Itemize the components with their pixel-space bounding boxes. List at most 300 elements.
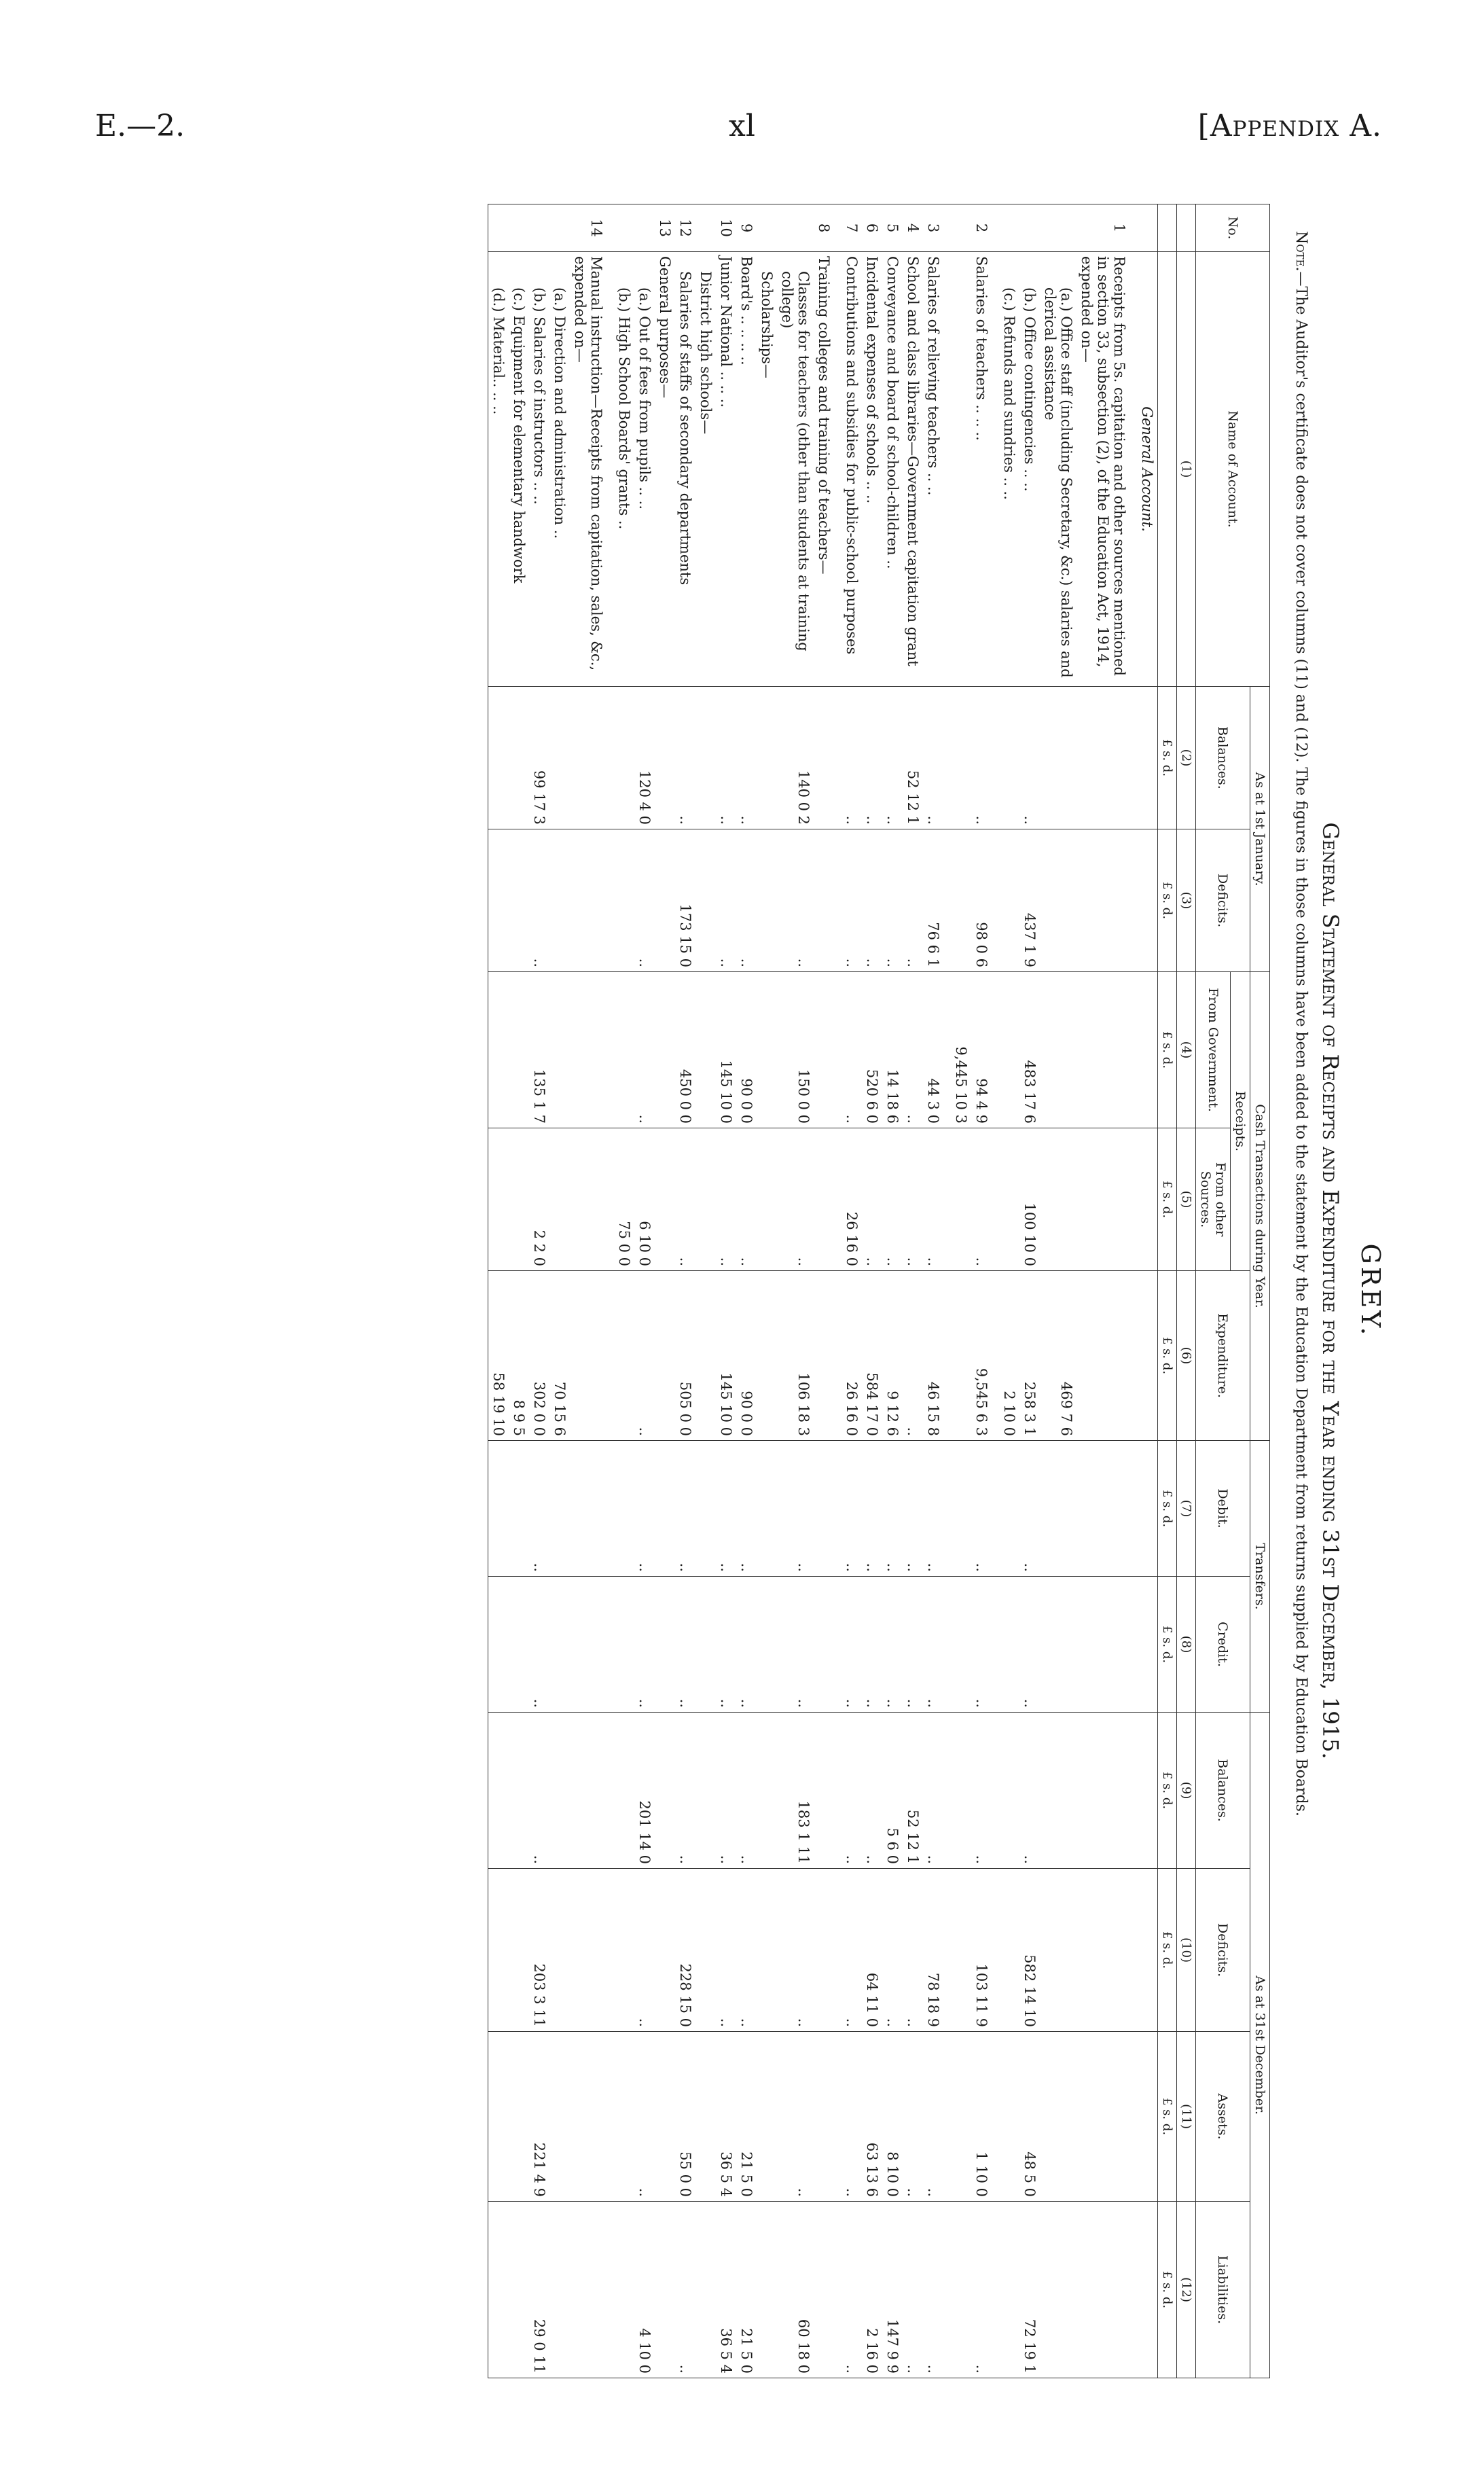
header-from-other: From other Sources. — [1196, 1128, 1231, 1271]
credit-cell — [1076, 1577, 1137, 1713]
assets-cell — [951, 2032, 971, 2202]
header-receipts: Receipts. — [1231, 972, 1250, 1271]
table-row — [862, 204, 882, 2378]
balance-jan-cell: .. — [716, 687, 736, 829]
receipt-other-cell — [999, 1128, 1019, 1271]
balance-jan-cell: .. — [675, 687, 695, 829]
header-no: No. — [1196, 204, 1270, 252]
receipt-gov-cell: .. — [903, 972, 923, 1128]
balance-dec-cell: 52 12 1 — [903, 1713, 923, 1869]
credit-cell — [999, 1577, 1019, 1713]
debit-cell: .. — [971, 1441, 999, 1577]
receipt-gov-cell — [999, 972, 1019, 1128]
receipt-other-cell — [951, 1128, 971, 1271]
deficit-dec-cell: .. — [716, 1869, 736, 2032]
table-row — [923, 204, 951, 2378]
row-number: 14 — [570, 204, 614, 252]
receipt-other-cell — [1040, 1128, 1076, 1271]
unit-cell: £ s. d. — [1158, 2202, 1177, 2378]
receipt-other-cell — [509, 1128, 529, 1271]
header-deficits-jan: Deficits. — [1196, 829, 1250, 972]
liabilities-cell: .. — [923, 2202, 951, 2378]
expenditure-cell: 9 12 6 — [882, 1271, 903, 1441]
receipt-other-cell: .. — [716, 1128, 736, 1271]
assets-cell — [614, 2032, 634, 2202]
receipt-gov-cell — [655, 972, 675, 1128]
expenditure-cell: 302 0 0 — [529, 1271, 549, 1441]
assets-cell — [509, 2032, 529, 2202]
deficit-jan-cell — [614, 829, 634, 972]
expenditure-cell: 90 0 0 — [736, 1271, 757, 1441]
deficit-dec-cell: .. — [736, 1869, 757, 2032]
row-number: 6 — [862, 204, 882, 252]
liabilities-cell: 29 0 11 — [529, 2202, 549, 2378]
assets-cell: 8 10 0 — [882, 2032, 903, 2202]
deficit-jan-cell — [488, 829, 509, 972]
assets-cell: 36 5 4 — [716, 2032, 736, 2202]
balance-jan-cell: 120 4 0 — [634, 687, 655, 829]
receipt-other-cell: 2 2 0 — [529, 1128, 549, 1271]
deficit-dec-cell: 103 11 9 — [971, 1869, 999, 2032]
liabilities-cell: 60 18 0 — [777, 2202, 814, 2378]
deficit-dec-cell: 228 15 0 — [675, 1869, 695, 2032]
deficit-dec-cell: .. — [903, 1869, 923, 2032]
deficit-dec-cell — [1137, 1869, 1158, 2032]
row-number: 3 — [923, 204, 951, 252]
deficit-jan-cell: 98 0 6 — [971, 829, 999, 972]
table-row — [655, 204, 675, 2378]
balance-dec-cell — [1137, 1713, 1158, 1869]
deficit-jan-cell: .. — [777, 829, 814, 972]
balance-jan-cell — [614, 687, 634, 829]
liabilities-cell — [757, 2202, 777, 2378]
deficit-dec-cell — [570, 1869, 614, 2032]
liabilities-cell: 36 5 4 — [716, 2202, 736, 2378]
colnum: (11) — [1177, 2032, 1196, 2202]
credit-cell — [509, 1577, 529, 1713]
unit-cell: £ s. d. — [1158, 972, 1177, 1128]
liabilities-cell: 4 10 0 — [634, 2202, 655, 2378]
receipt-gov-cell: 145 10 0 — [716, 972, 736, 1128]
receipt-other-cell — [695, 1128, 716, 1271]
row-number: 9 — [736, 204, 757, 252]
unit-cell: £ s. d. — [1158, 1577, 1177, 1713]
debit-cell — [570, 1441, 614, 1577]
balance-jan-cell — [655, 687, 675, 829]
table-row — [971, 204, 999, 2378]
header-balances-dec: Balances. — [1196, 1713, 1250, 1869]
balance-dec-cell: .. — [1019, 1713, 1040, 1869]
assets-cell: 1 10 0 — [971, 2032, 999, 2202]
deficit-jan-cell: .. — [903, 829, 923, 972]
receipt-gov-cell — [1040, 972, 1076, 1128]
unit-cell: £ s. d. — [1158, 1271, 1177, 1441]
receipt-gov-cell — [757, 972, 777, 1128]
colnum: (5) — [1177, 1128, 1196, 1271]
table-row — [777, 204, 814, 2378]
debit-cell: .. — [862, 1441, 882, 1577]
deficit-jan-cell: .. — [529, 829, 549, 972]
account-name: Board's .. .. .. .. — [736, 252, 757, 687]
credit-cell — [814, 1577, 841, 1713]
account-name: (a.) Office staff (including Secretary, &c.) salaries and clerical assistance — [1040, 252, 1076, 687]
receipt-gov-cell: 90 0 0 — [736, 972, 757, 1128]
account-name: (b.) Salaries of instructors .. .. — [529, 252, 549, 687]
expenditure-cell: 106 18 3 — [777, 1271, 814, 1441]
deficit-jan-cell — [1076, 829, 1137, 972]
deficit-dec-cell: 78 18 9 — [923, 1869, 951, 2032]
credit-cell — [1040, 1577, 1076, 1713]
deficit-dec-cell — [614, 1869, 634, 2032]
credit-cell: .. — [529, 1577, 549, 1713]
credit-cell: .. — [675, 1577, 695, 1713]
liabilities-cell — [570, 2202, 614, 2378]
account-name: Salaries of relieving teachers .. .. — [923, 252, 951, 687]
row-number — [634, 204, 655, 252]
deficit-jan-cell — [951, 829, 971, 972]
deficit-jan-cell — [570, 829, 614, 972]
deficit-jan-cell — [1040, 829, 1076, 972]
unit-cell: £ s. d. — [1158, 2032, 1177, 2202]
balance-dec-cell — [509, 1713, 529, 1869]
row-number — [695, 204, 716, 252]
account-name: District high schools— — [695, 252, 716, 687]
receipt-other-cell — [814, 1128, 841, 1271]
colnum: (10) — [1177, 1869, 1196, 2032]
assets-cell: .. — [634, 2032, 655, 2202]
row-number — [757, 204, 777, 252]
deficit-dec-cell — [549, 1869, 570, 2032]
balance-dec-cell: .. — [529, 1713, 549, 1869]
row-number — [1040, 204, 1076, 252]
assets-cell — [999, 2032, 1019, 2202]
deficit-jan-cell: .. — [736, 829, 757, 972]
receipt-other-cell — [655, 1128, 675, 1271]
expenditure-cell: 8 9 5 — [509, 1271, 529, 1441]
table-row — [951, 204, 971, 2378]
table-row — [488, 204, 509, 2378]
row-number: 7 — [841, 204, 862, 252]
header-dec: As at 31st December. — [1250, 1713, 1270, 2378]
row-number — [999, 204, 1019, 252]
row-number: 8 — [814, 204, 841, 252]
account-name: Incidental expenses of schools .. .. — [862, 252, 882, 687]
balance-dec-cell — [614, 1713, 634, 1869]
receipt-gov-cell — [695, 972, 716, 1128]
rotated-statement — [95, 204, 1386, 2378]
header-liabilities: Liabilities. — [1196, 2202, 1250, 2378]
deficit-dec-cell: 582 14 10 — [1019, 1869, 1040, 2032]
expenditure-cell — [1076, 1271, 1137, 1441]
colnum: (4) — [1177, 972, 1196, 1128]
colnum: (6) — [1177, 1271, 1196, 1441]
account-name: Scholarships— — [757, 252, 777, 687]
balance-dec-cell — [999, 1713, 1019, 1869]
expenditure-cell: .. — [903, 1271, 923, 1441]
debit-cell: .. — [882, 1441, 903, 1577]
table-row — [675, 204, 695, 2378]
assets-cell — [757, 2032, 777, 2202]
receipt-other-cell: .. — [903, 1128, 923, 1271]
account-name: Salaries of teachers .. .. .. — [971, 252, 999, 687]
debit-cell: .. — [716, 1441, 736, 1577]
assets-cell — [488, 2032, 509, 2202]
deficit-jan-cell: 76 6 1 — [923, 829, 951, 972]
balance-dec-cell — [757, 1713, 777, 1869]
receipt-gov-cell — [488, 972, 509, 1128]
note-label: Note. — [1292, 231, 1309, 272]
debit-cell: .. — [841, 1441, 862, 1577]
note-text: —The Auditor's certificate does not cover columns (11) and (12). The figures in those columns have been added to the statement by the Education Department from returns supplied by Education Boards. — [1292, 271, 1309, 1817]
balance-jan-cell: 140 0 2 — [777, 687, 814, 829]
table-row — [614, 204, 634, 2378]
receipt-gov-cell — [1076, 972, 1137, 1128]
header-jan: As at 1st January. — [1250, 687, 1270, 972]
receipt-gov-cell — [1137, 972, 1158, 1128]
appendix-label: [Appendix A. — [1197, 109, 1382, 143]
deficit-dec-cell — [1076, 1869, 1137, 2032]
expenditure-cell — [757, 1271, 777, 1441]
credit-cell — [951, 1577, 971, 1713]
account-name: (b.) Office contingencies .. .. — [1019, 252, 1040, 687]
expenditure-cell: 26 16 0 — [841, 1271, 862, 1441]
colnum: (7) — [1177, 1441, 1196, 1577]
credit-cell: .. — [971, 1577, 999, 1713]
expenditure-cell: 70 15 6 — [549, 1271, 570, 1441]
deficit-jan-cell — [814, 829, 841, 972]
balance-jan-cell — [570, 687, 614, 829]
debit-cell — [1040, 1441, 1076, 1577]
assets-cell — [695, 2032, 716, 2202]
table-row — [1040, 204, 1076, 2378]
debit-cell — [1076, 1441, 1137, 1577]
balance-dec-cell: .. — [841, 1713, 862, 1869]
board-name: GREY. — [1356, 1243, 1386, 1338]
table-row — [999, 204, 1019, 2378]
unit-cell: £ s. d. — [1158, 1713, 1177, 1869]
liabilities-cell — [1137, 2202, 1158, 2378]
liabilities-cell: .. — [841, 2202, 862, 2378]
colnum: (12) — [1177, 2202, 1196, 2378]
header-balances-jan: Balances. — [1196, 687, 1250, 829]
auditor-note — [1292, 231, 1309, 2350]
balance-jan-cell — [549, 687, 570, 829]
receipt-other-cell: .. — [675, 1128, 695, 1271]
liabilities-cell: 21 5 0 — [736, 2202, 757, 2378]
header-credit: Credit. — [1196, 1577, 1250, 1713]
receipt-other-cell: 100 10 0 — [1019, 1128, 1040, 1271]
receipt-gov-cell: 150 0 0 — [777, 972, 814, 1128]
account-name: Conveyance and board of school-children .. — [882, 252, 903, 687]
deficit-dec-cell — [951, 1869, 971, 2032]
receipt-gov-cell — [549, 972, 570, 1128]
expenditure-cell: 46 15 8 — [923, 1271, 951, 1441]
assets-cell — [655, 2032, 675, 2202]
balance-dec-cell: .. — [923, 1713, 951, 1869]
balance-dec-cell: 5 6 0 — [882, 1713, 903, 1869]
balance-dec-cell — [695, 1713, 716, 1869]
table-row — [634, 204, 655, 2378]
account-name: Salaries of staffs of secondary departments — [675, 252, 695, 687]
deficit-dec-cell — [655, 1869, 675, 2032]
balance-dec-cell — [570, 1713, 614, 1869]
account-name: Classes for teachers (other than students at training college) — [777, 252, 814, 687]
debit-cell: .. — [736, 1441, 757, 1577]
credit-cell: .. — [1019, 1577, 1040, 1713]
expenditure-cell — [614, 1271, 634, 1441]
receipt-other-cell: 26 16 0 — [841, 1128, 862, 1271]
credit-cell: .. — [634, 1577, 655, 1713]
row-number: 10 — [716, 204, 736, 252]
receipt-gov-cell: 450 0 0 — [675, 972, 695, 1128]
receipt-other-cell — [757, 1128, 777, 1271]
balance-dec-cell: .. — [862, 1713, 882, 1869]
balance-dec-cell: .. — [716, 1713, 736, 1869]
row-number: 12 — [675, 204, 695, 252]
liabilities-cell — [999, 2202, 1019, 2378]
balance-dec-cell — [951, 1713, 971, 1869]
assets-cell: 63 13 6 — [862, 2032, 882, 2202]
account-name: (a.) Direction and administration .. — [549, 252, 570, 687]
header-debit: Debit. — [1196, 1441, 1250, 1577]
balance-dec-cell — [549, 1713, 570, 1869]
expenditure-cell: 584 17 0 — [862, 1271, 882, 1441]
expenditure-cell — [951, 1271, 971, 1441]
account-name: (c.) Equipment for elementary handwork — [509, 252, 529, 687]
credit-cell — [614, 1577, 634, 1713]
receipt-other-cell: 75 0 0 — [614, 1128, 634, 1271]
statement-title: General Statement of Receipts and Expenditure for the Year ending 31st December, 1915. — [1318, 822, 1343, 1759]
debit-cell: .. — [903, 1441, 923, 1577]
balance-jan-cell: .. — [862, 687, 882, 829]
header-cash: Cash Transactions during Year. — [1250, 972, 1270, 1441]
liabilities-cell — [1040, 2202, 1076, 2378]
table-row — [814, 204, 841, 2378]
expenditure-cell: 258 3 1 — [1019, 1271, 1040, 1441]
liabilities-cell — [951, 2202, 971, 2378]
account-name: Training colleges and training of teachers— — [814, 252, 841, 687]
liabilities-cell — [695, 2202, 716, 2378]
liabilities-cell — [1076, 2202, 1137, 2378]
deficit-jan-cell: .. — [882, 829, 903, 972]
deficit-dec-cell — [814, 1869, 841, 2032]
expenditure-cell: 9,545 6 3 — [971, 1271, 999, 1441]
receipt-gov-cell: 14 18 6 — [882, 972, 903, 1128]
table-row — [1076, 204, 1137, 2378]
receipt-gov-cell: 483 17 6 — [1019, 972, 1040, 1128]
credit-cell: .. — [736, 1577, 757, 1713]
debit-cell — [614, 1441, 634, 1577]
credit-cell — [549, 1577, 570, 1713]
unit-cell: £ s. d. — [1158, 1441, 1177, 1577]
debit-cell — [757, 1441, 777, 1577]
assets-cell: 21 5 0 — [736, 2032, 757, 2202]
expenditure-cell: 2 10 0 — [999, 1271, 1019, 1441]
receipt-gov-cell: 9,445 10 3 — [951, 972, 971, 1128]
deficit-dec-cell: .. — [777, 1869, 814, 2032]
balance-dec-cell — [1040, 1713, 1076, 1869]
table-row — [695, 204, 716, 2378]
credit-cell — [488, 1577, 509, 1713]
liabilities-cell: .. — [903, 2202, 923, 2378]
table-row — [882, 204, 903, 2378]
credit-cell: .. — [841, 1577, 862, 1713]
receipt-gov-cell: .. — [634, 972, 655, 1128]
liabilities-cell: 147 9 9 — [882, 2202, 903, 2378]
table-row — [736, 204, 757, 2378]
unit-cell — [1158, 252, 1177, 687]
header-deficits-dec: Deficits. — [1196, 1869, 1250, 2032]
header-from-gov: From Government. — [1196, 972, 1231, 1128]
row-number — [529, 204, 549, 252]
colnum: (3) — [1177, 829, 1196, 972]
receipt-gov-cell: 44 3 0 — [923, 972, 951, 1128]
row-number — [1137, 204, 1158, 252]
expenditure-cell — [814, 1271, 841, 1441]
liabilities-cell — [655, 2202, 675, 2378]
receipt-other-cell: .. — [971, 1128, 999, 1271]
unit-cell: £ s. d. — [1158, 1128, 1177, 1271]
receipt-other-cell — [549, 1128, 570, 1271]
deficit-dec-cell: .. — [634, 1869, 655, 2032]
credit-cell — [570, 1577, 614, 1713]
receipt-other-cell — [1137, 1128, 1158, 1271]
expenditure-cell — [570, 1271, 614, 1441]
credit-cell: .. — [882, 1577, 903, 1713]
balance-dec-cell — [655, 1713, 675, 1869]
deficit-jan-cell — [655, 829, 675, 972]
account-name: General Account. — [1137, 252, 1158, 687]
balance-dec-cell — [814, 1713, 841, 1869]
deficit-jan-cell: .. — [841, 829, 862, 972]
row-number: 13 — [655, 204, 675, 252]
assets-cell: 48 5 0 — [1019, 2032, 1040, 2202]
balance-dec-cell: .. — [736, 1713, 757, 1869]
balance-dec-cell — [1076, 1713, 1137, 1869]
balance-jan-cell: 52 12 1 — [903, 687, 923, 829]
assets-cell — [570, 2032, 614, 2202]
credit-cell: .. — [716, 1577, 736, 1713]
unit-cell — [1158, 204, 1177, 252]
deficit-dec-cell: .. — [882, 1869, 903, 2032]
assets-cell — [549, 2032, 570, 2202]
balance-dec-cell: .. — [971, 1713, 999, 1869]
assets-cell: .. — [903, 2032, 923, 2202]
row-number — [951, 204, 971, 252]
deficit-jan-cell — [509, 829, 529, 972]
page-number: xl — [729, 109, 755, 143]
receipt-gov-cell — [509, 972, 529, 1128]
deficit-dec-cell — [488, 1869, 509, 2032]
account-name: Junior National .. .. .. — [716, 252, 736, 687]
deficit-jan-cell: .. — [716, 829, 736, 972]
receipt-gov-cell — [814, 972, 841, 1128]
liabilities-cell: 2 16 0 — [862, 2202, 882, 2378]
row-number — [549, 204, 570, 252]
table-row — [570, 204, 614, 2378]
deficit-dec-cell — [1040, 1869, 1076, 2032]
table-row — [549, 204, 570, 2378]
account-name: Contributions and subsidies for public-school purposes — [841, 252, 862, 687]
credit-cell: .. — [923, 1577, 951, 1713]
deficit-dec-cell: 64 11 0 — [862, 1869, 882, 2032]
receipt-other-cell: .. — [736, 1128, 757, 1271]
table-row — [509, 204, 529, 2378]
table-row — [1137, 204, 1158, 2378]
account-name: Manual instruction—Receipts from capitation, sales, &c., expended on— — [570, 252, 614, 687]
assets-cell — [814, 2032, 841, 2202]
credit-cell: .. — [777, 1577, 814, 1713]
